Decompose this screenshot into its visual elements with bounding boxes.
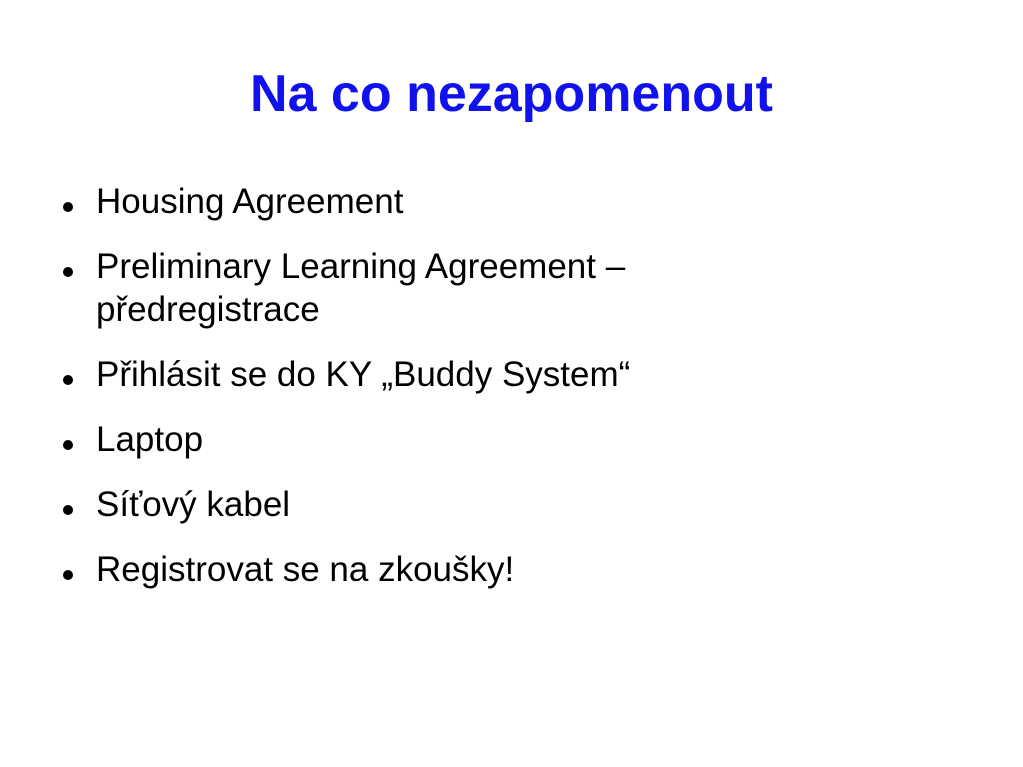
bullet-text: Housing Agreement [96,182,404,221]
bullet-icon [63,202,73,212]
list-item [58,180,958,223]
bullet-icon [63,570,73,580]
bullet-text: Laptop [96,420,204,459]
list-item [58,483,958,526]
list-item [58,548,958,591]
bullet-text: Preliminary Learning Agreement – předregistrace [96,247,626,329]
bullet-text: Síťový kabel [96,485,291,524]
bullet-text: Přihlásit se do KY „Buddy System“ [96,355,631,394]
list-item [58,418,958,461]
bullet-icon [63,375,73,385]
bullet-icon [63,267,73,277]
bullet-text: Registrovat se na zkoušky! [96,550,515,589]
list-item [58,245,958,331]
list-item [58,353,958,396]
slide-title: Na co nezapomenout [250,65,773,123]
bullet-list [58,180,958,613]
bullet-icon [63,505,73,515]
bullet-icon [63,440,73,450]
